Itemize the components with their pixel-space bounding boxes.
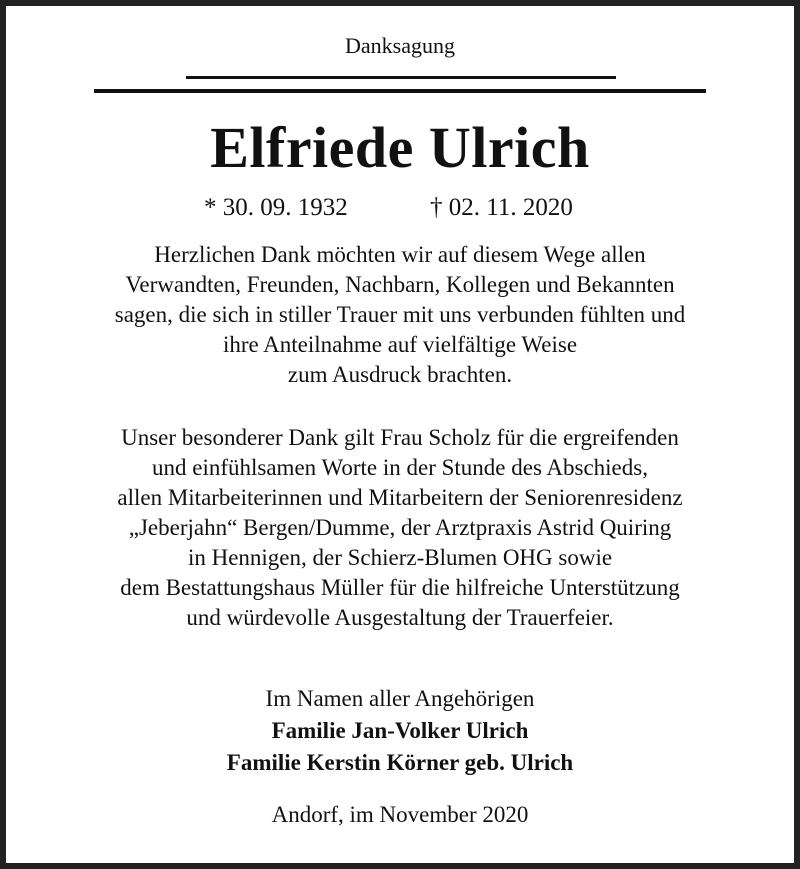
family-name-2: Familie Kerstin Körner geb. Ulrich	[226, 750, 574, 775]
family-name-1: Familie Jan-Volker Ulrich	[271, 718, 529, 743]
thanks-line: ihre Anteilnahme auf vielfältige Weise	[222, 332, 578, 357]
special-thanks-line: und würdevolle Ausgestaltung der Trauerfeier.	[186, 605, 614, 630]
special-thanks-line: und einfühlsamen Worte in der Stunde des Abschieds,	[152, 455, 648, 480]
thanks-line: zum Ausdruck brachten.	[287, 362, 513, 387]
thanks-line: Herzlichen Dank möchten wir auf diesem Wege allen	[154, 242, 646, 267]
thanks-line: sagen, die sich in stiller Trauer mit uns verbunden fühlten und	[114, 302, 686, 327]
closing-intro: Im Namen aller Angehörigen	[265, 686, 535, 711]
heading-rule-upper	[186, 76, 616, 79]
place-and-date: Andorf, im November 2020	[271, 802, 529, 827]
special-thanks-line: „Jeberjahn“ Bergen/Dumme, der Arztpraxis Astrid Quiring	[128, 515, 672, 540]
deceased-name: Elfriede Ulrich	[210, 115, 590, 180]
special-thanks-paragraph	[0, 423, 800, 633]
heading-rule-lower	[94, 89, 706, 93]
death-date: † 02. 11. 2020	[430, 194, 573, 221]
thanks-line: Verwandten, Freunden, Nachbarn, Kollegen und Bekannten	[125, 272, 675, 297]
notice-heading: Danksagung	[345, 33, 455, 58]
birth-date: * 30. 09. 1932	[204, 194, 348, 221]
special-thanks-line: allen Mitarbeiterinnen und Mitarbeitern der Seniorenresidenz	[117, 485, 683, 510]
thanks-paragraph	[0, 240, 800, 390]
special-thanks-line: dem Bestattungshaus Müller für die hilfreiche Unterstützung	[120, 575, 680, 600]
closing-block	[0, 683, 800, 779]
special-thanks-line: in Hennigen, der Schierz-Blumen OHG sowie	[187, 545, 613, 570]
special-thanks-line: Unser besonderer Dank gilt Frau Scholz für die ergreifenden	[121, 425, 679, 450]
